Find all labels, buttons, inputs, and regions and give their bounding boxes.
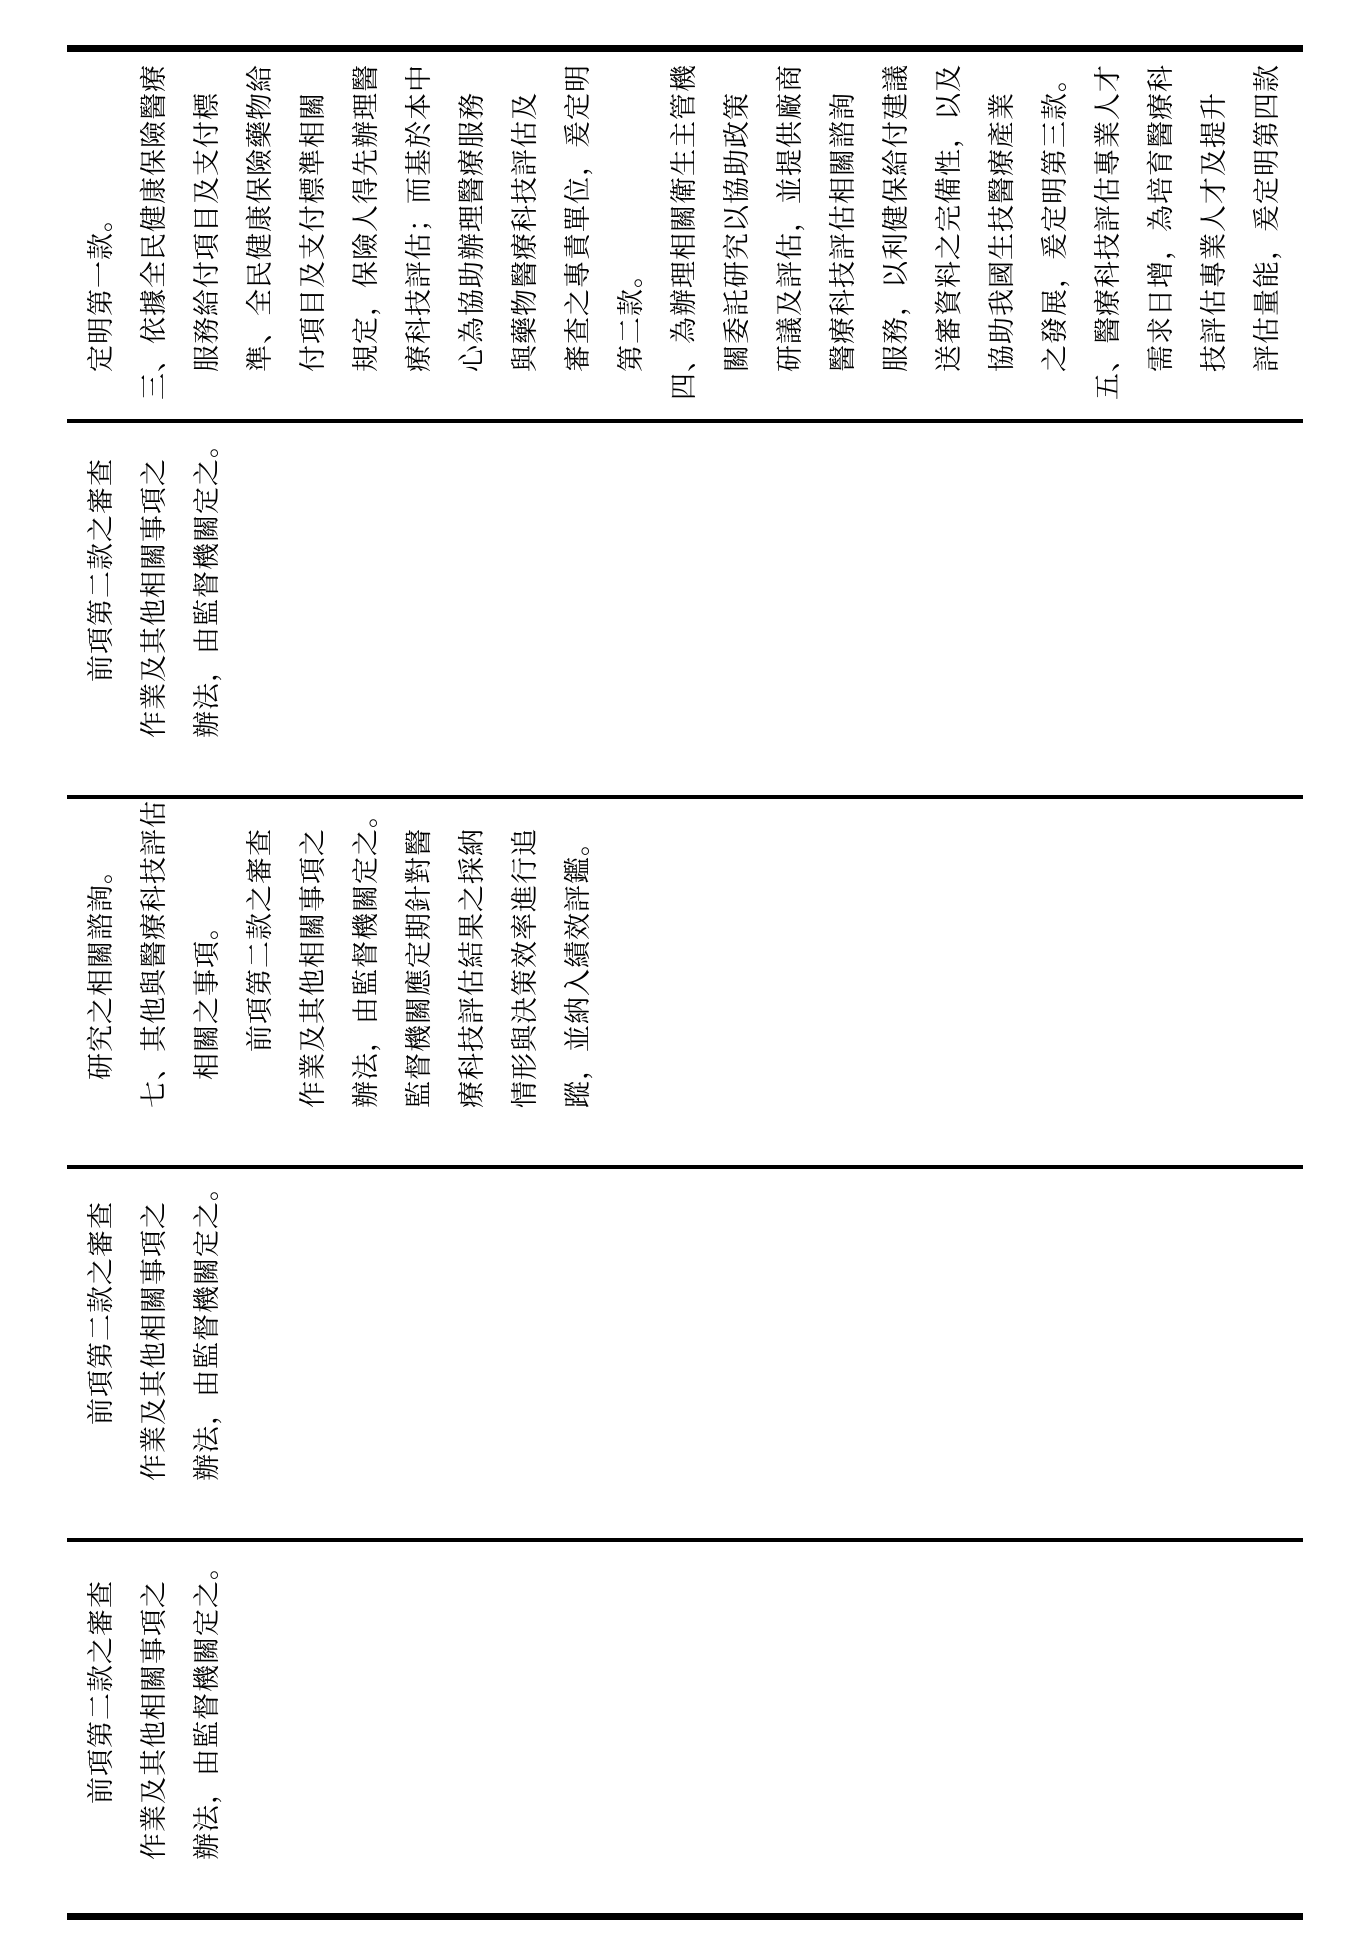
text-line: 第二款。: [616, 260, 646, 400]
text-line: 研議及評估，並提供廠商: [775, 64, 805, 400]
text-line: 相關之事項。: [192, 912, 222, 1108]
table-outer-rule-bottom: [67, 1913, 1303, 1920]
text-line: 監督機關應定期針對醫: [404, 828, 434, 1108]
text-line: 前項第二款之審查: [86, 1580, 116, 1860]
text-line: 心為協助辦理醫療服務: [457, 92, 487, 400]
text-line: 之發展，爰定明第三款。: [1040, 64, 1070, 400]
text-line: 四、為辦理相關衛生主管機: [669, 64, 699, 400]
table-cell-section-2: [67, 423, 1303, 792]
text-line: 療科技評估；而基於本中: [404, 64, 434, 400]
text-line: 蹤，並納入績效評鑑。: [563, 828, 593, 1108]
text-line: 定明第一款。: [86, 204, 116, 400]
text-line: 作業及其他相關事項之: [139, 1580, 169, 1860]
text-line: 關委託研究以協助政策: [722, 92, 752, 400]
text-line: 療科技評估結果之採納: [457, 828, 487, 1108]
text-line: 研究之相關諮詢。: [86, 856, 116, 1108]
table-cell-section-4: [67, 1169, 1303, 1535]
text-line: 前項第二款之審查: [86, 458, 116, 738]
text-line: 審查之專責單位，爰定明: [563, 64, 593, 400]
text-line: 情形與決策效率進行追: [510, 828, 540, 1108]
table-cell-section-3: [67, 799, 1303, 1162]
text-line: 前項第二款之審查: [245, 828, 275, 1108]
text-line: 技評估專業人才及提升: [1199, 92, 1229, 400]
text-line: 規定，保險人得先辦理醫: [351, 64, 381, 400]
text-line: 作業及其他相關事項之: [139, 1201, 169, 1481]
text-line: 付項目及支付標準相關: [298, 92, 328, 400]
table-cell-section-1: [67, 52, 1303, 416]
text-line: 服務給付項目及支付標: [192, 92, 222, 400]
text-line: 評估量能，爰定明第四款: [1252, 64, 1282, 400]
text-line: 七、其他與醫療科技評估: [139, 800, 169, 1108]
text-line: 三、依據全民健康保險醫療: [139, 64, 169, 400]
text-line: 前項第二款之審查: [86, 1201, 116, 1481]
text-line: 需求日增，為培育醫療科: [1146, 64, 1176, 400]
text-line: 辦法，由監督機關定之。: [351, 800, 381, 1108]
text-line: 辦法，由監督機關定之。: [192, 1173, 222, 1481]
text-line: 送審資料之完備性，以及: [934, 64, 964, 400]
table-outer-rule-top: [67, 45, 1303, 52]
table-cell-section-5: [67, 1542, 1303, 1910]
text-line: 辦法，由監督機關定之。: [192, 430, 222, 738]
text-line: 作業及其他相關事項之: [139, 458, 169, 738]
text-line: 辦法，由監督機關定之。: [192, 1552, 222, 1860]
text-line: 醫療科技評估相關諮詢: [828, 92, 858, 400]
text-line: 作業及其他相關事項之: [298, 828, 328, 1108]
text-line: 與藥物醫療科技評估及: [510, 92, 540, 400]
text-line: 五、醫療科技評估專業人才: [1093, 64, 1123, 400]
text-line: 協助我國生技醫療產業: [987, 92, 1017, 400]
text-line: 準、全民健康保險藥物給: [245, 64, 275, 400]
text-line: 服務，以利健保給付建議: [881, 64, 911, 400]
